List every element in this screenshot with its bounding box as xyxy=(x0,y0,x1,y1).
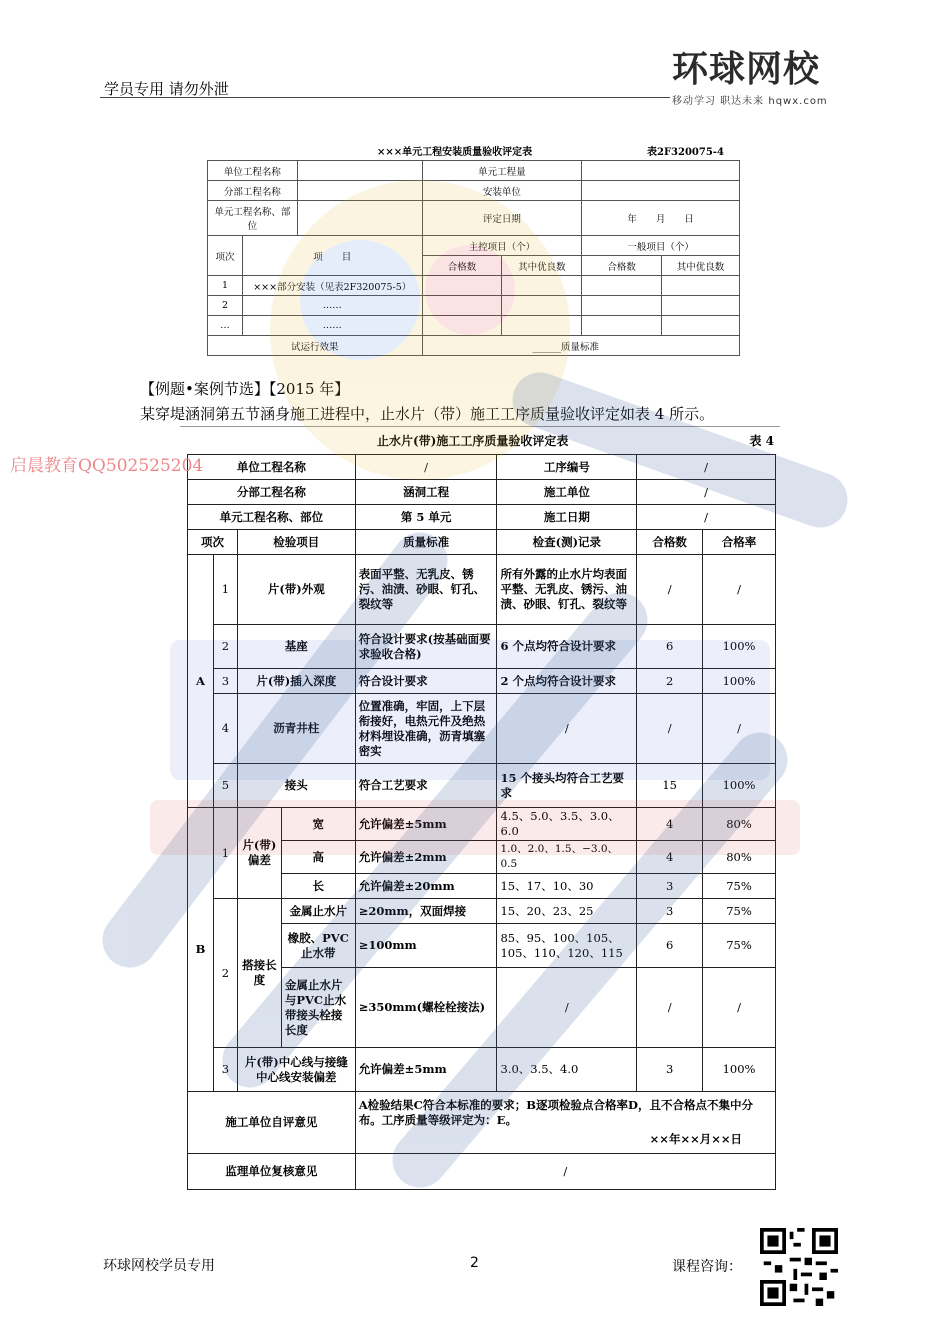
form1-title: ×××单元工程安装质量验收评定表 xyxy=(377,147,533,158)
form1-cell: … xyxy=(208,316,243,336)
sub-group-label: 片(带)偏差 xyxy=(237,808,281,899)
record-cell: 3.0、3.5、4.0 xyxy=(497,1048,637,1092)
rate-cell: 75% xyxy=(703,899,776,924)
check-item: 沥青井柱 xyxy=(237,694,355,764)
qualified-cell: / xyxy=(637,694,703,764)
form2-value: 第 5 单元 xyxy=(355,505,497,530)
standard-cell: 允许偏差±2mm xyxy=(355,841,497,874)
form1-cell xyxy=(582,296,662,316)
standard-cell: 符合工艺要求 xyxy=(355,764,497,808)
qualified-cell: 3 xyxy=(637,1048,703,1092)
check-item: 金属止水片 xyxy=(281,899,355,924)
page-number: 2 xyxy=(470,1255,479,1271)
record-cell: / xyxy=(497,968,637,1048)
rate-cell: 100% xyxy=(703,669,776,694)
rate-cell: / xyxy=(703,694,776,764)
form1-cell: 2 xyxy=(208,296,243,316)
form1-cell xyxy=(297,201,422,236)
supervise-label: 监理单位复核意见 xyxy=(188,1154,356,1190)
form1-cell xyxy=(422,316,502,336)
check-item: 高 xyxy=(281,841,355,874)
qualified-cell: 6 xyxy=(637,625,703,669)
self-eval-text: A检验结果C符合本标准的要求；B逐项检验点合格率D，且不合格点不集中分布。工序质量等级评定为：E。 ××年××月××日 xyxy=(355,1092,775,1154)
row-no: 3 xyxy=(213,1048,237,1092)
form2-table xyxy=(187,454,776,1190)
qr-code-icon[interactable] xyxy=(760,1228,838,1306)
check-item: 橡胶、PVC止水带 xyxy=(281,924,355,968)
rate-cell: 75% xyxy=(703,874,776,899)
qualified-cell: 3 xyxy=(637,899,703,924)
form1-cell xyxy=(582,316,662,336)
header-divider xyxy=(100,97,670,98)
rate-cell: 100% xyxy=(703,1048,776,1092)
sub-group-label: 搭接长度 xyxy=(237,899,281,1048)
form1-cell: 其中优良数 xyxy=(502,256,582,276)
form1-cell xyxy=(662,296,740,316)
form1-cell xyxy=(582,161,740,181)
form1-cell xyxy=(502,316,582,336)
check-item: 长 xyxy=(281,874,355,899)
standard-cell: ≥350mm(螺栓栓接法) xyxy=(355,968,497,1048)
qualified-cell: 3 xyxy=(637,874,703,899)
form1-cell: 单元工程名称、部位 xyxy=(208,201,298,236)
form1-cell xyxy=(297,161,422,181)
form1-cell xyxy=(502,276,582,296)
record-cell: 15、20、23、25 xyxy=(497,899,637,924)
record-cell: 4.5、5.0、3.5、3.0、6.0 xyxy=(497,808,637,841)
qualified-cell: 15 xyxy=(637,764,703,808)
record-cell: 15、17、10、30 xyxy=(497,874,637,899)
form1-cell: 单位工程名称 xyxy=(208,161,298,181)
form2-value: / xyxy=(637,480,776,505)
form1-cell: 年 月 日 xyxy=(582,201,740,236)
self-eval-label: 施工单位自评意见 xyxy=(188,1092,356,1154)
row-no: 2 xyxy=(213,625,237,669)
form1-cell xyxy=(582,276,662,296)
standard-cell: 位置准确，牢固，上下层衔接好，电热元件及绝热材料埋设准确，沥青填塞密实 xyxy=(355,694,497,764)
form1-cell xyxy=(297,181,422,201)
form2-header: 检验项目 xyxy=(237,530,355,555)
form1-cell: 合格数 xyxy=(422,256,502,276)
form1-cell xyxy=(582,181,740,201)
case-paragraph: 某穿堤涵洞第五节涵身施工进程中，止水片（带）施工工序质量验收评定如表 4 所示。 xyxy=(140,405,715,423)
form1-cell xyxy=(662,276,740,296)
row-no: 1 xyxy=(213,555,237,625)
check-item: 宽 xyxy=(281,808,355,841)
form2-value: / xyxy=(355,455,497,480)
group-a-label: A xyxy=(188,555,214,808)
form1-cell: 单元工程量 xyxy=(422,161,582,181)
check-item: 片(带)插入深度 xyxy=(237,669,355,694)
form1-cell: 1 xyxy=(208,276,243,296)
qualified-cell: 4 xyxy=(637,808,703,841)
form1-cell: 安装单位 xyxy=(422,181,582,201)
rate-cell: 75% xyxy=(703,924,776,968)
standard-cell: ≥20mm，双面焊接 xyxy=(355,899,497,924)
form2-value: 涵洞工程 xyxy=(355,480,497,505)
logo-text: 环球网校 xyxy=(672,49,821,90)
group-b-label: B xyxy=(188,808,214,1092)
check-item: 片(带)外观 xyxy=(237,555,355,625)
standard-cell: 允许偏差±5mm xyxy=(355,1048,497,1092)
form2-header: 项次 xyxy=(188,530,238,555)
form1-cell xyxy=(662,316,740,336)
rate-cell: 100% xyxy=(703,764,776,808)
form1-cell: ×××部分安装（见表2F320075-5） xyxy=(242,276,422,296)
brand-logo xyxy=(672,50,852,112)
record-cell: 15 个接头均符合工艺要求 xyxy=(497,764,637,808)
row-no: 1 xyxy=(213,808,237,899)
row-no: 4 xyxy=(213,694,237,764)
form2-header: 合格率 xyxy=(703,530,776,555)
footer-consult-label: 课程咨询： xyxy=(672,1259,742,1275)
form2-label: 分部工程名称 xyxy=(188,480,356,505)
self-eval-date: ××年××月××日 xyxy=(649,1132,742,1146)
form2-label: 施工日期 xyxy=(497,505,637,530)
form2-value: / xyxy=(637,505,776,530)
check-item: 接头 xyxy=(237,764,355,808)
check-item: 片(带)中心线与接缝中心线安装偏差 xyxy=(237,1048,355,1092)
check-item: 基座 xyxy=(237,625,355,669)
row-no: 5 xyxy=(213,764,237,808)
watermark-qq-text: 启晨教育QQ502525204 xyxy=(10,456,204,476)
form2-header: 检查(测)记录 xyxy=(497,530,637,555)
form2-code: 表 4 xyxy=(749,434,774,448)
qualified-cell: 4 xyxy=(637,841,703,874)
form2-label: 单元工程名称、部位 xyxy=(188,505,356,530)
standard-cell: 允许偏差±20mm xyxy=(355,874,497,899)
form1-cell: 试运行效果 xyxy=(208,336,423,356)
form1-cell xyxy=(422,276,502,296)
form2-title: 止水片(带)施工工序质量验收评定表 xyxy=(377,434,569,448)
standard-cell: 表面平整、无乳皮、锈污、油渍、砂眼、钉孔、裂纹等 xyxy=(355,555,497,625)
form1-cell: 主控项目（个） xyxy=(422,236,582,256)
form2-value: / xyxy=(637,455,776,480)
rate-cell: 80% xyxy=(703,808,776,841)
rate-cell: / xyxy=(703,968,776,1048)
qualified-cell: 6 xyxy=(637,924,703,968)
form1-cell: …… xyxy=(242,316,422,336)
rate-cell: 80% xyxy=(703,841,776,874)
header-confidential-text: 学员专用 请勿外泄 xyxy=(104,80,229,98)
form2-header: 质量标准 xyxy=(355,530,497,555)
logo-subtitle: 移动学习 职达未来 hqwx.com xyxy=(672,96,828,107)
form2-label: 工序编号 xyxy=(497,455,637,480)
record-cell: 6 个点均符合设计要求 xyxy=(497,625,637,669)
footer-left-text: 环球网校学员专用 xyxy=(103,1258,215,1274)
form1-cell: 一般项目（个） xyxy=(582,236,740,256)
form1-cell: 项 目 xyxy=(242,236,422,276)
form1-cell: 其中优良数 xyxy=(662,256,740,276)
form1-cell: 项次 xyxy=(208,236,243,276)
form1-cell xyxy=(502,296,582,316)
form2-label: 单位工程名称 xyxy=(188,455,356,480)
record-cell: 所有外露的止水片均表面平整、无乳皮、锈污、油渍、砂眼、钉孔、裂纹等 xyxy=(497,555,637,625)
form1-cell xyxy=(422,296,502,316)
qualified-cell: 2 xyxy=(637,669,703,694)
form1-code: 表2F320075-4 xyxy=(647,147,724,158)
form2-header: 合格数 xyxy=(637,530,703,555)
form1-cell: 评定日期 xyxy=(422,201,582,236)
record-cell: 2 个点均符合设计要求 xyxy=(497,669,637,694)
form1-cell: …… xyxy=(242,296,422,316)
standard-cell: ≥100mm xyxy=(355,924,497,968)
paragraph-underline xyxy=(180,426,780,427)
form1-table xyxy=(207,160,740,356)
form1-cell: 分部工程名称 xyxy=(208,181,298,201)
row-no: 2 xyxy=(213,899,237,1048)
row-no: 3 xyxy=(213,669,237,694)
rate-cell: / xyxy=(703,555,776,625)
record-cell: / xyxy=(497,694,637,764)
record-cell: 1.0、2.0、1.5、−3.0、0.5 xyxy=(497,841,637,874)
standard-cell: 允许偏差±5mm xyxy=(355,808,497,841)
example-heading: 【例题•案例节选】【2015 年】 xyxy=(140,380,350,398)
standard-cell: 符合设计要求 xyxy=(355,669,497,694)
form1-cell: 合格数 xyxy=(582,256,662,276)
qualified-cell: / xyxy=(637,968,703,1048)
record-cell: 85、95、100、105、105、110、120、115 xyxy=(497,924,637,968)
qualified-cell: / xyxy=(637,555,703,625)
standard-cell: 符合设计要求(按基础面要求验收合格) xyxy=(355,625,497,669)
form2-label: 施工单位 xyxy=(497,480,637,505)
form1-cell: ______质量标准 xyxy=(422,336,739,356)
supervise-value: / xyxy=(355,1154,775,1190)
check-item: 金属止水片与PVC止水带接头栓接长度 xyxy=(281,968,355,1048)
rate-cell: 100% xyxy=(703,625,776,669)
